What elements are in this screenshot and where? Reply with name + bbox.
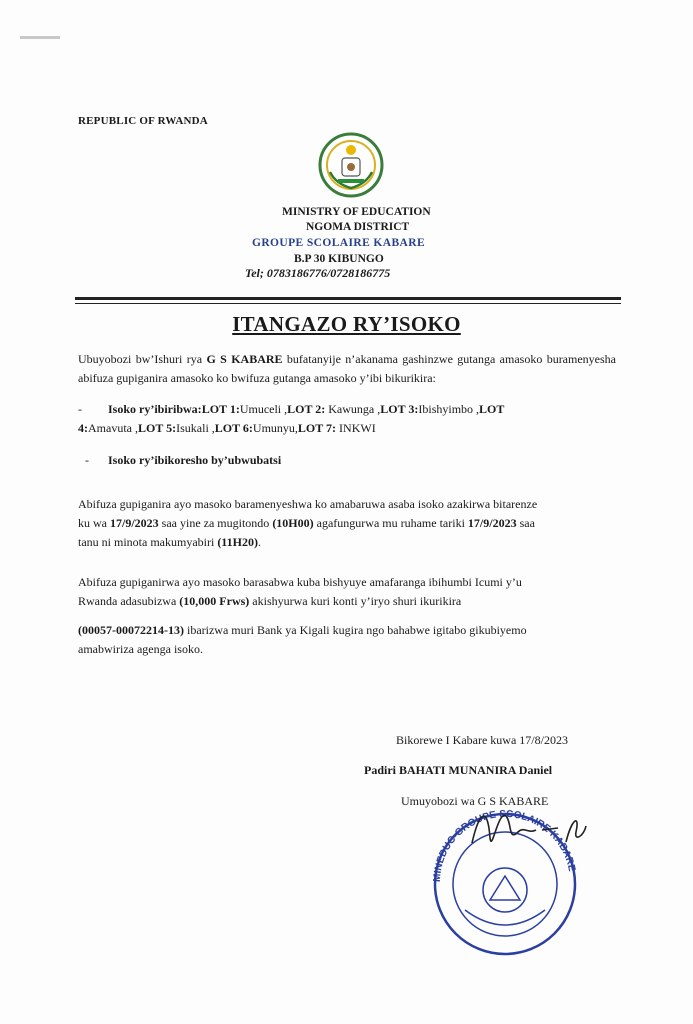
lot-3-label: LOT 3: [380,402,419,416]
signature-icon [462,798,592,858]
deadline-paragraph [78,495,616,555]
deadline-text: saa yine za mugitondo [158,516,273,530]
place-date: Bikorewe I Kabare kuwa 17/8/2023 [396,733,568,747]
deadline-text: tanu ni minota makumyabiri [78,535,218,549]
deadline-text: saa [516,516,535,530]
deadline-line3 [78,533,261,552]
account-text: ibarizwa muri Bank ya Kigali kugira ngo bahabwe igitabo gikubiyemo [183,623,527,637]
header-divider-thick [75,297,621,300]
lot-4-item: Amavuta [88,421,132,435]
lot-1-label: LOT 1: [201,402,240,416]
bullet-dash: - [78,402,82,416]
account-number: (00057-00072214-13) [78,623,184,637]
lot-2-item: Kawunga [325,402,375,416]
deadline-text: . [257,535,261,549]
ministry-name: MINISTRY OF EDUCATION [282,206,431,218]
stamp-text: MINEDUC-GROUPE SCOLAIRE KABARE [431,808,578,883]
bullet-construction-label: Isoko ry’ibikoresho by’ubwubatsi [108,453,282,467]
school-name: GROUPE SCOLAIRE KABARE [252,237,426,249]
lot-5-label: LOT 5: [138,421,177,435]
rwanda-emblem-icon [318,132,384,198]
signer-role: Umuyobozi wa G S KABARE [401,794,549,808]
deadline-text: agafungurwa mu ruhame tariki [313,516,468,530]
telephone: Tel; 0783186776/0728186775 [245,266,391,280]
fee-text: akishyurwa kuri konti y’iryo shuri ikurikira [249,594,462,608]
bullet-food-line2: 4:Amavuta ,LOT 5:Isukali ,LOT 6:Umunyu,LOT 7: INKWI [78,421,376,435]
fee-line1: Abifuza gupiganirwa ayo masoko barasabwa kuba bishyuye amafaranga ibihumbi Icumi y’u [78,575,522,589]
opening-time: (11H20) [217,535,258,549]
lot-2-label: LOT 2: [287,402,326,416]
account-line2: amabwiriza agenga isoko. [78,642,203,656]
po-box: B.P 30 KIBUNGO [294,253,384,265]
bullet-dash: - [85,453,89,467]
lot-6-item: Umunyu [252,421,295,435]
deadline-line2 [78,514,535,533]
lot-5-item: Isukali [176,421,209,435]
fee-text: Rwanda adasubizwa [78,594,180,608]
intro-paragraph [78,350,616,388]
bullet-construction [78,451,616,471]
lot-3-item: Ibishyimbo [418,402,474,416]
bullet-food [78,400,616,438]
fee-amount: (10,000 Frws) [179,594,250,608]
account-line1 [78,621,527,640]
deadline-text: ku wa [78,516,110,530]
district-name: NGOMA DISTRICT [306,221,410,233]
intro-before: Ubuyobozi bw’Ishuri rya [78,352,207,366]
deadline-time: (10H00) [272,516,314,530]
fee-paragraph [78,573,616,613]
signer-name: Padiri BAHATI MUNANIRA Daniel [364,763,553,777]
opening-date: 17/9/2023 [467,516,517,530]
intro-after: bufatanyije n’akanama gashinzwe gutanga amasoko buramenyesha abifuza gupiganira amasoko ko bwifuza gutanga amasoko y’ibi bikurikira: [78,352,616,385]
scan-artifact [20,36,60,39]
lot-7-item: INKWI [336,421,376,435]
fee-line2 [78,592,461,611]
deadline-line1: Abifuza gupiganira ayo masoko baramenyeshwa ko amabaruwa asaba isoko azakirwa bitarenze [78,497,538,511]
lot-6-label: LOT 6: [214,421,253,435]
lot-7-label: LOT 7: [297,421,337,435]
intro-school: G S KABARE [206,352,283,366]
deadline-date: 17/9/2023 [110,516,159,530]
bullet-food-label: Isoko ry’ibiribwa: [108,402,202,416]
country-name: REPUBLIC OF RWANDA [78,115,208,127]
notice-title: ITANGAZO RY’ISOKO [232,312,461,336]
lot-1-item: Umuceli [239,402,282,416]
bullet-food-line1: Isoko ry’ibiribwa:LOT 1:Umuceli ,LOT 2: Kawunga ,LOT 3:Ibishyimbo ,LOT [108,402,505,416]
header-divider-thin [75,303,621,304]
account-paragraph [78,621,616,661]
